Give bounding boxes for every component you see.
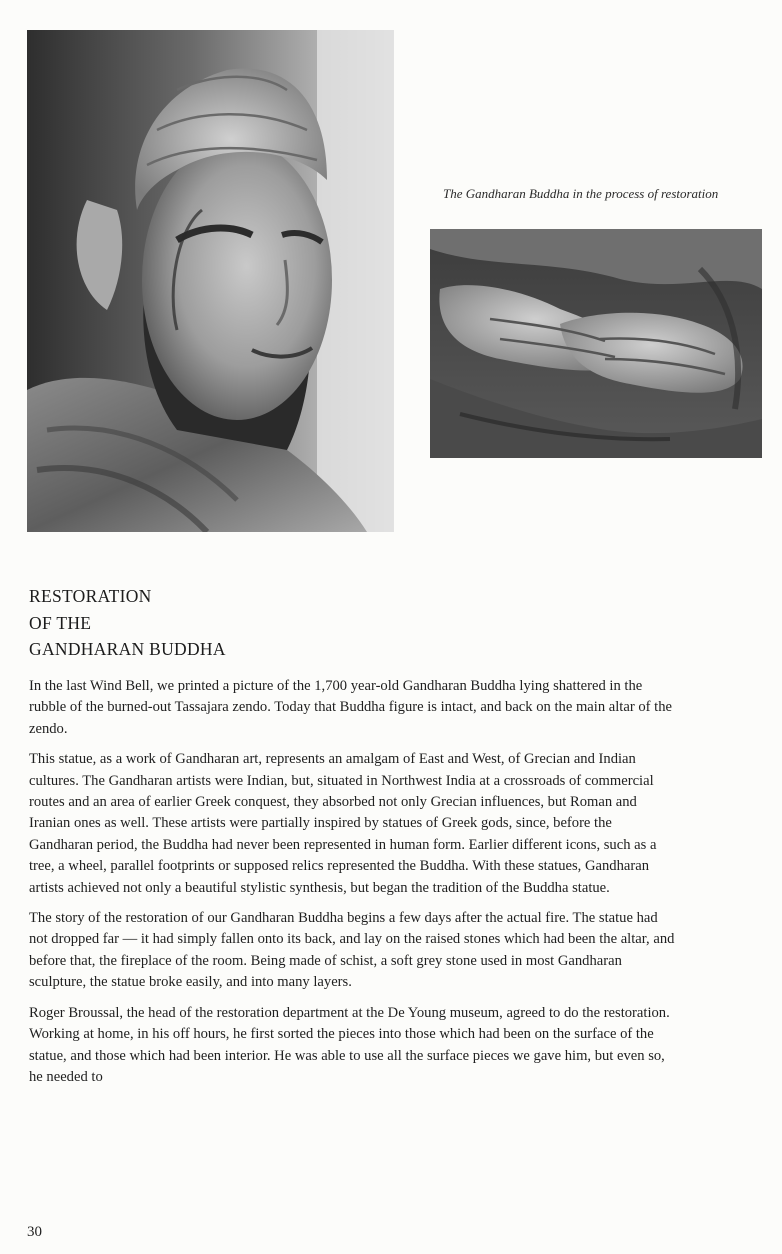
heading-line-2: OF THE <box>29 612 92 633</box>
photo-caption: The Gandharan Buddha in the process of restoration <box>443 186 719 201</box>
article-heading <box>29 583 226 663</box>
paragraph: In the last Wind Bell, we printed a picture of the 1,700 year-old Gandharan Buddha lying shattered in the rubble of the burned-out Tassajara zendo. Today that Buddha figure is intact, and back on the main altar of the zendo. <box>29 678 672 737</box>
heading-line-1: RESTORATION <box>29 586 152 606</box>
paragraph: The story of the restoration of our Gandharan Buddha begins a few days after the actual fire. The statue had not dropped far — it had simply fallen onto its back, and lay on the raised stones which had been the altar, and before that, the fireplace of the room. Being made of schist, a soft grey stone used in most Gandharan sculpture, the statue broke easily, and into many layers. <box>29 910 675 991</box>
paragraph: Roger Broussal, the head of the restoration department at the De Young museum, agreed to do the restoration. Working at home, in his off hours, he first sorted the pieces into those which had been on the surface of the statue, and those which had been interior. He was able to use all the surface pieces we gave him, but even so, he needed to <box>29 1004 670 1085</box>
buddha-hands-photo <box>430 229 762 458</box>
heading-line-3: GANDHARAN BUDDHA <box>29 639 226 659</box>
paragraph: This statue, as a work of Gandharan art, represents an amalgam of East and West, of Grecian and Indian cultures. The Gandharan artists were Indian, but, situated in Northwest India at a crossroads of commercial routes and an area of earlier Greek conquest, they absorbed not only Grecian influences, but Roman and Iranian ones as well. These artists were partially inspired by statues of Greek gods, since, before the Gandharan period, the Buddha had never been represented in human form. Earlier different icons, such as a tree, a wheel, parallel footprints or supposed relics represented the Buddha. With these statues, Gandharan artists achieved not only a beautiful stylistic synthesis, but began the tradition of the Buddha statue. <box>29 751 657 896</box>
page-number: 30 <box>27 1224 42 1240</box>
article-body <box>29 676 679 1097</box>
buddha-head-photo <box>27 30 394 532</box>
